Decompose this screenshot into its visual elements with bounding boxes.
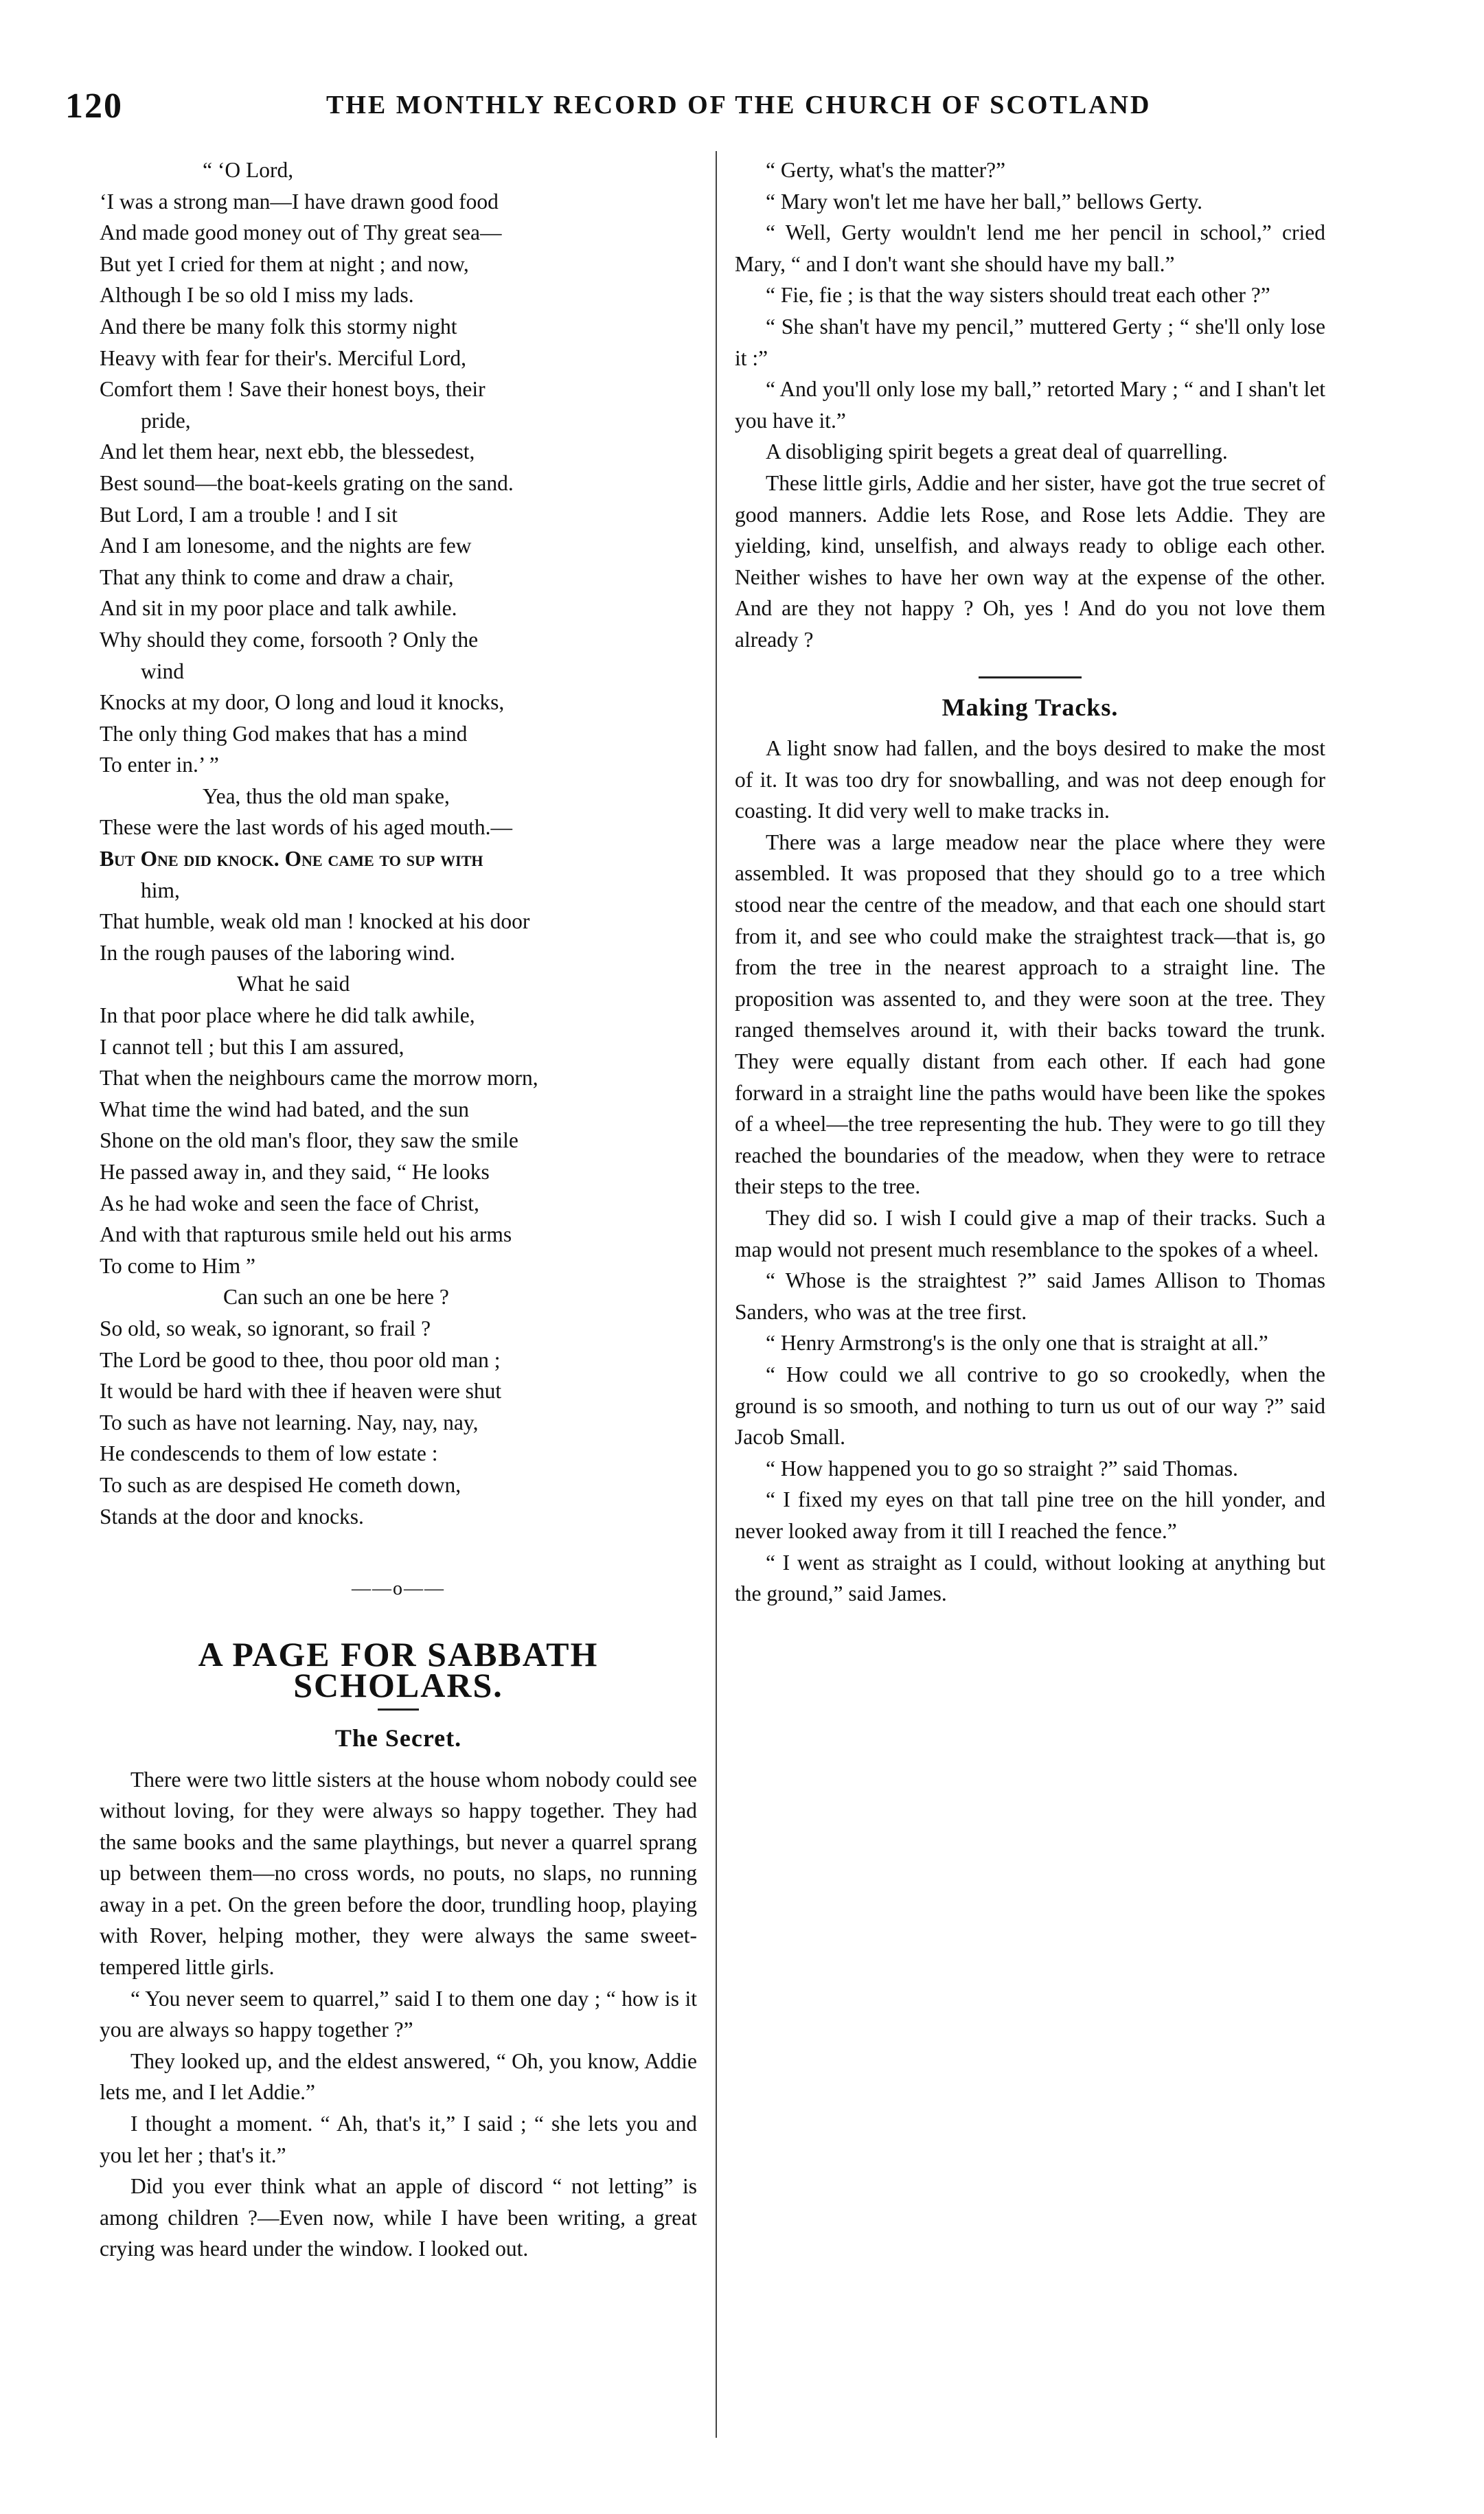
poem-line: And made good money out of Thy great sea— xyxy=(100,220,502,245)
paragraph: “ Henry Armstrong's is the only one that is straight at all.” xyxy=(766,1331,1268,1356)
poem-line: Shone on the old man's floor, they saw the smile xyxy=(100,1128,518,1153)
poem-line: ‘I was a strong man—I have drawn good food xyxy=(100,189,499,214)
paragraph: “ How happened you to go so straight ?” said Thomas. xyxy=(766,1456,1238,1481)
paragraph: They did so. I wish I could give a map of their tracks. Such a map would not present much resemblance to the spokes of a wheel. xyxy=(735,1206,1325,1261)
poem-line: And I am lonesome, and the nights are few xyxy=(100,534,472,558)
poem-line: That any think to come and draw a chair, xyxy=(100,564,454,589)
poem-line: pride, xyxy=(141,408,191,433)
poem-line: And there be many folk this stormy night xyxy=(100,314,457,339)
poem-line: To enter in.’ ” xyxy=(100,753,219,777)
poem-line: him, xyxy=(141,878,180,902)
poem-line: What time the wind had bated, and the sun xyxy=(100,1097,469,1121)
paragraph: “ Fie, fie ; is that the way sisters should treat each other ?” xyxy=(766,283,1270,308)
poem-line: To such as have not learning. Nay, nay, nay, xyxy=(100,1410,479,1435)
poem-line: He passed away in, and they said, “ He looks xyxy=(100,1160,490,1184)
poem-line: Yea, thus the old man spake, xyxy=(203,784,450,808)
poem-line: It would be hard with thee if heaven were shut xyxy=(100,1379,502,1404)
poem-line: But Lord, I am a trouble ! and I sit xyxy=(100,502,398,527)
section-separator: ——o—— xyxy=(352,1578,445,1600)
paragraph: They looked up, and the eldest answered, “ Oh, you know, Addie lets me, and I let Addie.” xyxy=(100,2048,697,2105)
page-header xyxy=(65,86,1370,141)
paragraph: There were two little sisters at the house whom nobody could see without loving, for they were always so happy together. They had the same books and the same playthings, but never a quarrel sprang up between them—no cross words, no pouts, no slaps, no running away in a pet. On the green before the door, trundling hoop, playing with Rover, helping mother, they were always the same sweet-tempered little girls. xyxy=(100,1767,697,1980)
paragraph: “ Mary won't let me have her ball,” bellows Gerty. xyxy=(766,189,1203,214)
paragraph: “ I fixed my eyes on that tall pine tree on the hill yonder, and never looked away from it till I reached the fence.” xyxy=(735,1487,1325,1543)
right-column xyxy=(735,155,1325,1610)
poem-line: Comfort them ! Save their honest boys, their xyxy=(100,377,486,402)
section-rule xyxy=(979,676,1082,678)
poem-line: Knocks at my door, O long and loud it knocks, xyxy=(100,690,505,715)
poem-line: Heavy with fear for their's. Merciful Lord, xyxy=(100,345,466,370)
poem-line: wind xyxy=(141,659,184,683)
poem xyxy=(100,155,697,1532)
poem-line: “ ‘O Lord, xyxy=(203,158,294,182)
paragraph: I thought a moment. “ Ah, that's it,” I said ; “ she lets you and you let her ; that's it.” xyxy=(100,2112,697,2167)
poem-line: Why should they come, forsooth ? Only the xyxy=(100,627,479,652)
poem-line: In the rough pauses of the laboring wind. xyxy=(100,940,455,965)
poem-line: And sit in my poor place and talk awhile. xyxy=(100,596,457,621)
poem-line: To such as are despised He cometh down, xyxy=(100,1472,461,1497)
paragraph: “ I went as straight as I could, without looking at anything but the ground,” said James. xyxy=(735,1550,1325,1606)
poem-line: These were the last words of his aged mouth.— xyxy=(100,815,512,840)
left-column xyxy=(100,155,697,2265)
paragraph: “ Well, Gerty wouldn't lend me her pencil in school,” cried Mary, “ and I don't want she should have my ball.” xyxy=(735,220,1325,276)
running-head: THE MONTHLY RECORD OF THE CHURCH OF SCOTLAND xyxy=(326,91,1152,119)
page-number: 120 xyxy=(65,87,123,126)
poem-line: So old, so weak, so ignorant, so frail ? xyxy=(100,1316,431,1340)
poem-line: And with that rapturous smile held out his arms xyxy=(100,1222,512,1247)
paragraph: “ How could we all contrive to go so crookedly, when the ground is so smooth, and nothing to turn us out of our way ?” said Jacob Small. xyxy=(735,1362,1325,1450)
paragraph: Did you ever think what an apple of discord “ not letting” is among children ?—Even now, while I have been writing, a great crying was heard under the window. I looked out. xyxy=(100,2174,697,2261)
paragraph: “ Whose is the straightest ?” said James Allison to Thomas Sanders, who was at the tree first. xyxy=(735,1268,1325,1324)
heading-rule xyxy=(378,1709,419,1711)
page-heading: A PAGE FOR SABBATH SCHOLARS. xyxy=(198,1634,599,1705)
poem-line: Stands at the door and knocks. xyxy=(100,1504,364,1529)
poem-line: The only thing God makes that has a mind xyxy=(100,721,468,746)
section-title: Making Tracks. xyxy=(941,693,1119,721)
poem-line: And let them hear, next ebb, the blessedest, xyxy=(100,439,475,464)
paragraph: “ Gerty, what's the matter?” xyxy=(766,158,1006,182)
paragraph: “ You never seem to quarrel,” said I to them one day ; “ how is it you are always so happy together ?” xyxy=(100,1986,697,2042)
paragraph: There was a large meadow near the place where they were assembled. It was proposed that they should go to a tree which stood near the centre of the meadow, and that each one should start from it, and see who could make the straightest track—that is, go from the tree in the nearest approach to a straight line. The proposition was assented to, and they were soon at the tree. They ranged themselves around it, with their backs toward the trunk. They were equally distant from each other. If each had gone forward in a straight line the paths would have been like the spokes of a wheel—the tree representing the hub. They were to go till they reached the boundaries of the meadow, when they were to retrace their steps to the tree. xyxy=(735,830,1325,1199)
paragraph: A light snow had fallen, and the boys desired to make the most of it. It was too dry for snowballing, and was not deep enough for coasting. It did very well to make tracks in. xyxy=(735,736,1325,823)
poem-line: Although I be so old I miss my lads. xyxy=(100,283,414,308)
poem-line: In that poor place where he did talk awhile, xyxy=(100,1003,475,1028)
paragraph: “ And you'll only lose my ball,” retorted Mary ; “ and I shan't let you have it.” xyxy=(735,377,1325,433)
poem-line: The Lord be good to thee, thou poor old man ; xyxy=(100,1347,501,1372)
poem-line: Best sound—the boat-keels grating on the sand. xyxy=(100,470,514,495)
paragraph: A disobliging spirit begets a great deal of quarrelling. xyxy=(766,439,1228,464)
poem-line: But yet I cried for them at night ; and now, xyxy=(100,251,469,276)
section-title: The Secret. xyxy=(334,1724,462,1752)
poem-line: Can such an one be here ? xyxy=(223,1285,449,1310)
poem-line: That humble, weak old man ! knocked at his door xyxy=(100,909,530,934)
poem-line: To come to Him ” xyxy=(100,1253,255,1278)
poem-line: I cannot tell ; but this I am assured, xyxy=(100,1034,404,1059)
paragraph: “ She shan't have my pencil,” muttered Gerty ; “ she'll only lose it :” xyxy=(735,314,1325,370)
column-divider xyxy=(716,151,717,2438)
poem-line: But One did knock. One came to sup with xyxy=(100,847,483,871)
paragraph: These little girls, Addie and her sister, have got the true secret of good manners. Addie lets Rose, and Rose lets Addie. They are yielding, kind, unselfish, and always ready to oblige each other. Neither wishes to have her own way at the expense of the other. And are they not happy ? Oh, yes ! And do you not love them already ? xyxy=(735,470,1325,652)
poem-line: He condescends to them of low estate : xyxy=(100,1441,438,1466)
poem-line: That when the neighbours came the morrow morn, xyxy=(100,1066,538,1090)
poem-line: As he had woke and seen the face of Christ, xyxy=(100,1191,479,1215)
poem-line: What he said xyxy=(237,972,350,996)
